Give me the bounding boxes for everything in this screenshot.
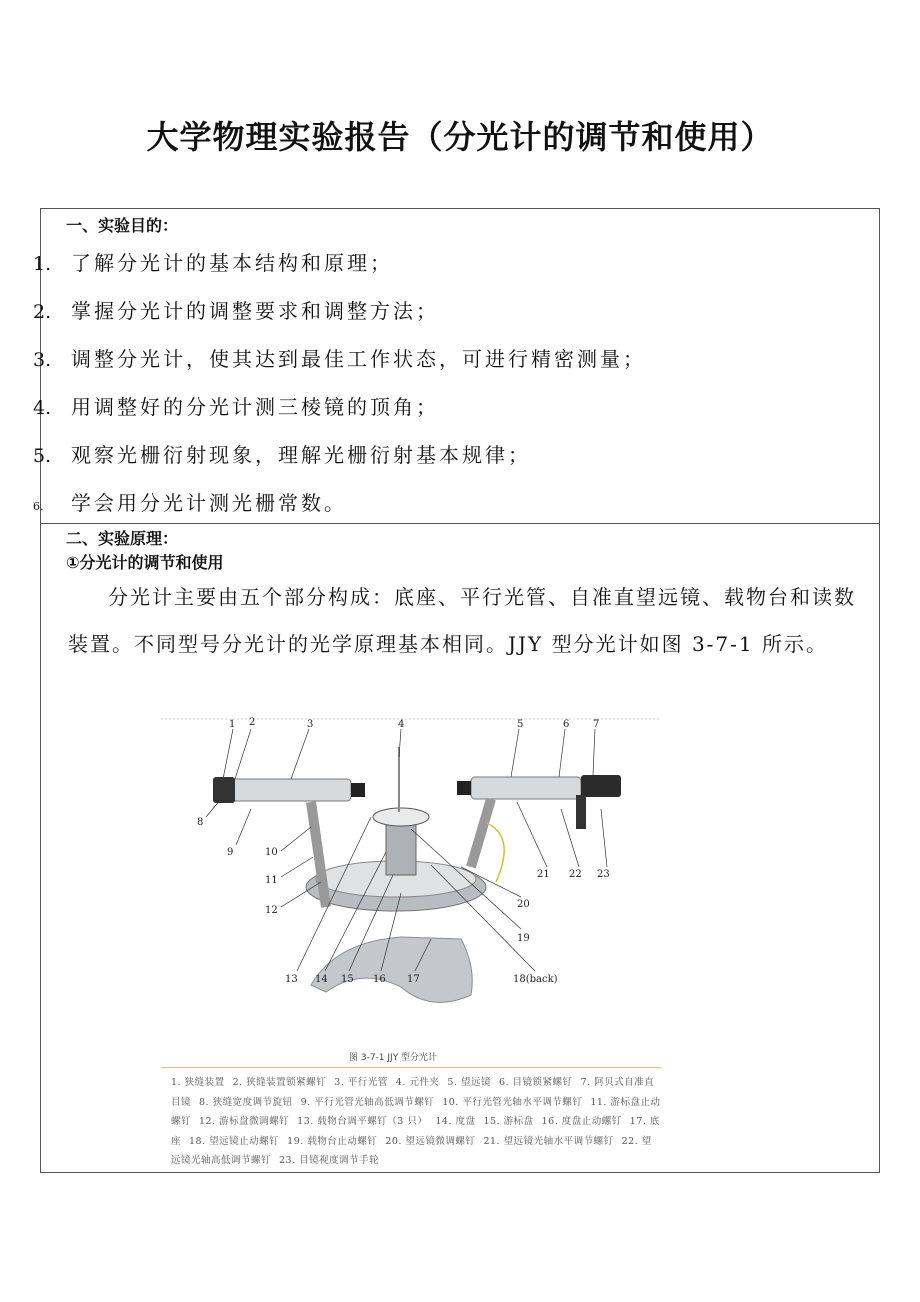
figure-label: 5 [517, 719, 524, 730]
principle-heading: 二、实验原理： [66, 529, 179, 548]
figure-label: 17 [407, 974, 420, 985]
legend-item: 6. 目镜锁紧螺钉 [498, 1077, 573, 1088]
figure-label: 23 [597, 869, 610, 880]
figure-label: 1 [229, 719, 236, 730]
legend-item: 5. 望远镜 [447, 1077, 491, 1088]
objective-number: 2. [33, 301, 52, 323]
figure-label: 10 [265, 847, 278, 858]
objective-number: 1. [33, 253, 52, 275]
figure-label: 21 [537, 869, 550, 880]
objective-text: 观察光栅衍射现象，理解光栅衍射基本规律； [71, 443, 531, 467]
objectives-heading: 一、实验目的： [66, 216, 179, 235]
figure-label: 20 [517, 899, 530, 910]
principle-paragraph: 分光计主要由五个部分构成：底座、平行光管、自准直望远镜、载物台和读数装置。不同型号分光计的光学原理基本相同。JJY 型分光计如图 3-7-1 所示。 [68, 585, 856, 656]
legend-item: 18. 望远镜止动螺钉 [189, 1135, 280, 1147]
figure-label: 11 [265, 875, 278, 886]
objective-text: 学会用分光计测光栅常数。 [71, 491, 347, 515]
objective-item [33, 391, 439, 420]
section-objectives [33, 209, 879, 524]
objective-text: 用调整好的分光计测三棱镜的顶角； [71, 395, 439, 419]
legend-item: 8. 狭缝宽度调节旋钮 [199, 1096, 293, 1108]
objective-number: 6. [33, 500, 44, 513]
figure-label: 18(back) [513, 974, 558, 985]
spectrometer-figure [161, 717, 661, 1057]
objective-item [33, 439, 531, 468]
legend-item: 12. 游标盘微调螺钉 [199, 1116, 290, 1127]
objective-text: 调整分光计，使其达到最佳工作状态，可进行精密测量； [71, 347, 646, 371]
figure-label: 16 [373, 974, 386, 985]
legend-item: 7. 阿贝式自准直目镜 [171, 1077, 655, 1108]
objective-text: 掌握分光计的调整要求和调整方法； [71, 299, 439, 323]
figure-label: 19 [517, 933, 530, 944]
objective-item [33, 487, 347, 516]
figure-label: 3 [307, 719, 314, 730]
figure-label: 4 [398, 719, 405, 730]
figure-label: 2 [249, 717, 256, 728]
legend-item: 13. 载物台调平螺钉（3 只） [297, 1116, 428, 1127]
principle-subheading: ①分光计的调节和使用 [66, 553, 224, 572]
objective-number: 4. [33, 397, 52, 419]
objective-item [33, 343, 646, 372]
figure-label: 9 [227, 847, 234, 858]
figure-label: 12 [265, 905, 278, 916]
legend-item: 9. 平行光管光轴高低调节螺钉 [300, 1096, 435, 1108]
objective-number: 3. [33, 349, 52, 371]
figure-label: 13 [285, 974, 298, 985]
figure-legend [171, 1073, 661, 1171]
legend-item: 11. 游标盘止动螺钉 [171, 1096, 661, 1127]
legend-item: 21. 望远镜光轴水平调节螺钉 [483, 1135, 614, 1147]
legend-item: 15. 游标盘 [483, 1116, 534, 1127]
figure-caption-area [161, 1035, 661, 1068]
legend-item: 1. 狭缝装置 [171, 1077, 225, 1088]
legend-item: 4. 元件夹 [395, 1077, 440, 1088]
figure-label: 8 [197, 817, 204, 828]
figure-label: 6 [563, 719, 570, 730]
legend-item: 19. 载物台止动螺钉 [287, 1135, 378, 1147]
legend-item: 3. 平行光管 [334, 1077, 388, 1088]
legend-item: 20. 望远镜微调螺钉 [385, 1135, 476, 1147]
legend-item: 2. 狭缝装置锁紧螺钉 [232, 1077, 327, 1088]
figure-label: 14 [315, 974, 328, 985]
figure-label: 22 [569, 869, 582, 880]
figure-label: 7 [593, 719, 600, 730]
objective-text: 了解分光计的基本结构和原理； [71, 251, 393, 275]
page-title: 大学物理实验报告（分光计的调节和使用） [146, 118, 774, 156]
figure-label: 15 [341, 974, 354, 985]
legend-item: 22. 望远镜光轴高低调节螺钉 [171, 1135, 652, 1166]
base-shape [311, 937, 472, 1002]
objective-item [33, 247, 393, 276]
figure-caption: 图 3-7-1 JJY 型分光计 [349, 1053, 438, 1063]
legend-item: 16. 度盘止动螺钉 [541, 1116, 622, 1127]
report-table [33, 208, 880, 1173]
legend-item: 23. 目镜视度调节手轮 [279, 1155, 380, 1166]
legend-item: 10. 平行光管光轴水平调节螺钉 [442, 1096, 583, 1108]
objective-item [33, 295, 439, 324]
legend-item: 14. 度盘 [435, 1116, 476, 1127]
objective-number: 5. [33, 445, 52, 467]
section-principle [41, 523, 879, 1172]
legend-item: 17. 底座 [171, 1116, 660, 1147]
